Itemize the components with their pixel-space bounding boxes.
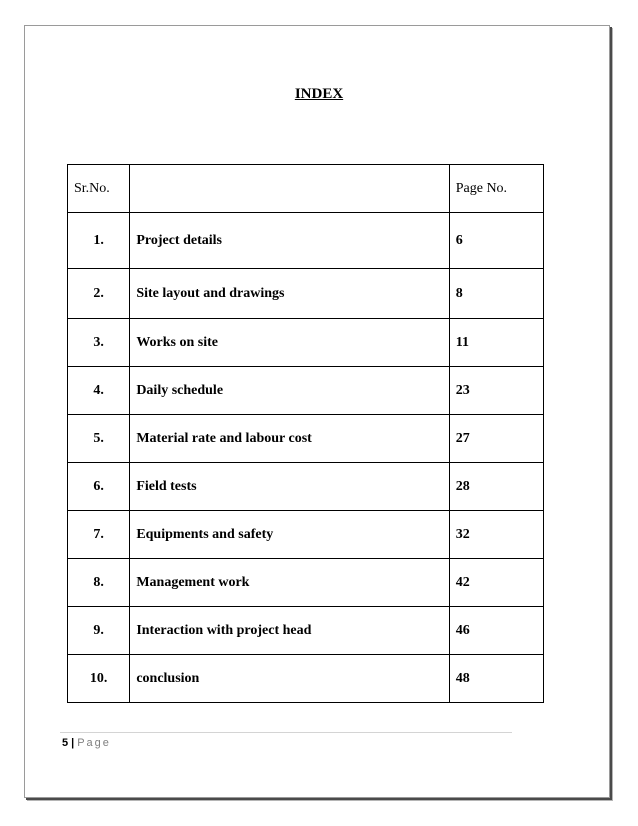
header-page-no: Page No. — [449, 165, 543, 213]
page-label: Page — [77, 737, 111, 749]
table-row — [68, 415, 544, 463]
page-number: 5 — [62, 737, 69, 749]
row-sr-no: 1. — [68, 213, 130, 269]
page-title: INDEX — [294, 86, 344, 102]
table-row — [68, 213, 544, 269]
row-page-no: 32 — [449, 511, 543, 559]
row-sr-no: 9. — [68, 607, 130, 655]
row-page-no: 27 — [449, 415, 543, 463]
row-title: Material rate and labour cost — [130, 415, 449, 463]
row-sr-no: 2. — [68, 269, 130, 319]
row-title: conclusion — [130, 655, 449, 703]
row-title: Equipments and safety — [130, 511, 449, 559]
table-row — [68, 511, 544, 559]
table-row — [68, 367, 544, 415]
header-sr-no: Sr.No. — [68, 165, 130, 213]
row-sr-no: 7. — [68, 511, 130, 559]
table-row — [68, 319, 544, 367]
row-title: Site layout and drawings — [130, 269, 449, 319]
row-title: Interaction with project head — [130, 607, 449, 655]
row-page-no: 6 — [449, 213, 543, 269]
page-footer — [62, 737, 111, 749]
row-sr-no: 6. — [68, 463, 130, 511]
row-page-no: 23 — [449, 367, 543, 415]
row-title: Daily schedule — [130, 367, 449, 415]
row-page-no: 8 — [449, 269, 543, 319]
row-sr-no: 4. — [68, 367, 130, 415]
table-row — [68, 463, 544, 511]
row-sr-no: 10. — [68, 655, 130, 703]
table-row — [68, 559, 544, 607]
row-page-no: 48 — [449, 655, 543, 703]
row-title: Works on site — [130, 319, 449, 367]
row-page-no: 11 — [449, 319, 543, 367]
row-title: Management work — [130, 559, 449, 607]
footer-separator: | — [71, 737, 75, 749]
row-title: Project details — [130, 213, 449, 269]
row-page-no: 42 — [449, 559, 543, 607]
table-header-row — [68, 165, 544, 213]
footer-divider — [60, 732, 512, 733]
table-row — [68, 269, 544, 319]
row-sr-no: 3. — [68, 319, 130, 367]
row-page-no: 46 — [449, 607, 543, 655]
row-page-no: 28 — [449, 463, 543, 511]
row-sr-no: 5. — [68, 415, 130, 463]
row-title: Field tests — [130, 463, 449, 511]
header-title — [130, 165, 449, 213]
table-row — [68, 655, 544, 703]
table-row — [68, 607, 544, 655]
row-sr-no: 8. — [68, 559, 130, 607]
index-table — [67, 164, 544, 703]
